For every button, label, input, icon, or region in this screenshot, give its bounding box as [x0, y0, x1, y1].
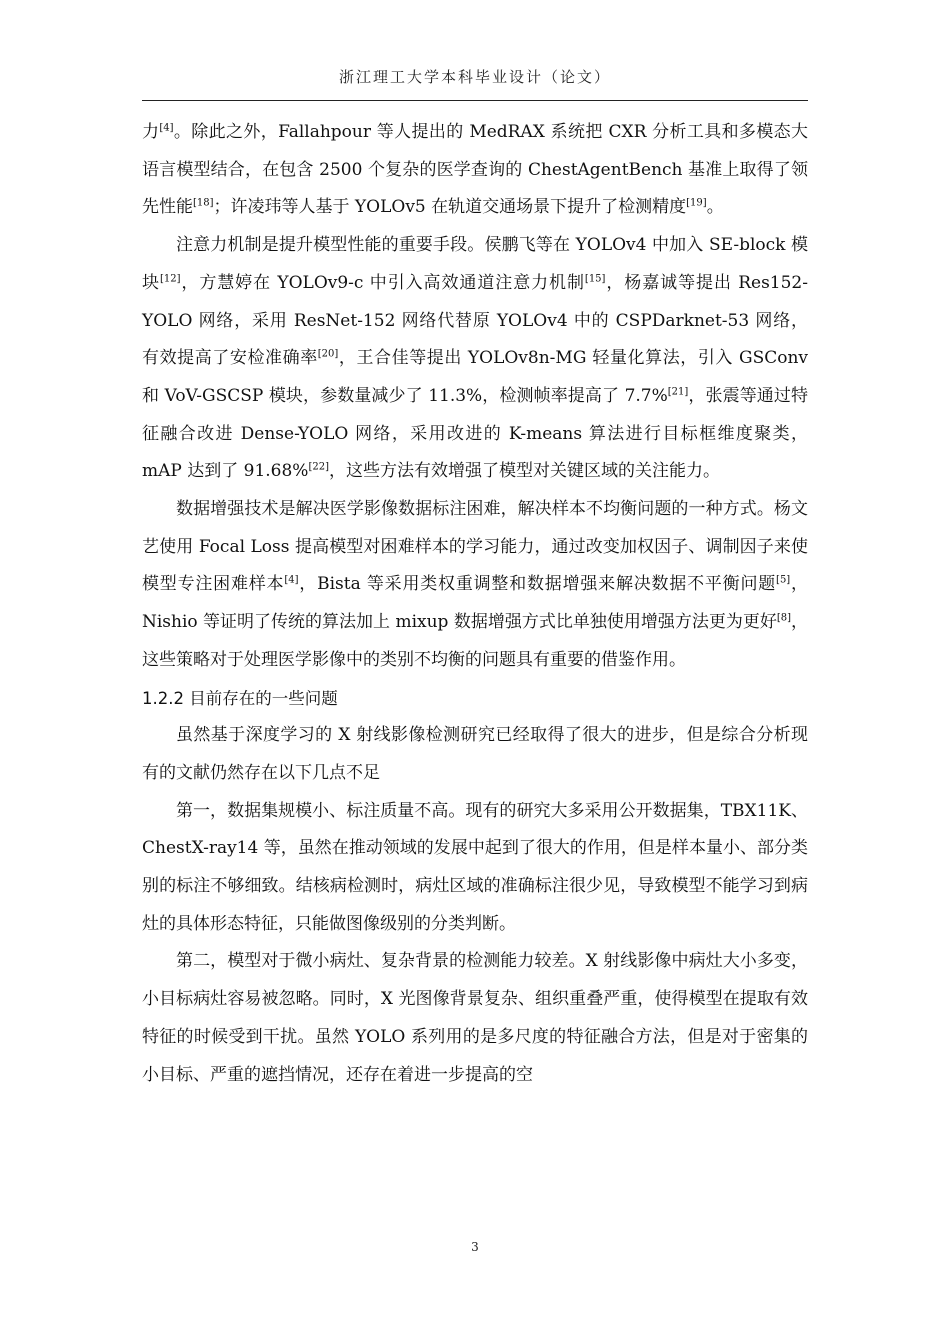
- citation-ref: [18]: [193, 197, 214, 209]
- citation-ref: [8]: [776, 612, 792, 624]
- paragraph: [142, 793, 808, 944]
- citation-ref: [21]: [667, 386, 689, 398]
- text-run: 第二，模型对于微小病灶、复杂背景的检测能力较差。X 射线影像中病灶大小多变，小目标病灶容易被忽略。同时，X 光图像背景复杂、组织重叠严重，使得模型在提取有效特征的时候受到干扰。虽然 YOLO 系列用的是多尺度的特征融合方法，但是对于密集的小目标、严重的遮挡情况，还存在着进一步提高的空: [142, 951, 808, 1085]
- text-run: 数据增强技术是解决医学影像数据标注困难，解决样本不均衡问题的一种方式。杨文艺使用 Focal Loss 提高模型对困难样本的学习能力，通过改变加权因子、调制因子来使模型专注困难样本: [142, 499, 808, 595]
- text-run: ，张震等通过特征融合改进 Dense-YOLO 网络，采用改进的 K-means 算法进行目标框维度聚类，mAP 达到了 91.68%: [142, 385, 808, 482]
- body-text: [142, 114, 808, 1094]
- text-run: 力: [142, 122, 160, 142]
- text-run: 。除此之外，Fallahpour 等人提出的 MedRAX 系统把 CXR 分析工具和多模态大语言模型结合，在包含 2500 个复杂的医学查询的 ChestAgentBench 基准上取得了领先性能: [142, 122, 809, 218]
- citation-ref: [12]: [159, 273, 181, 285]
- citation-ref: [15]: [584, 273, 606, 285]
- citation-ref: [19]: [686, 197, 707, 209]
- page-number: 3: [471, 1240, 479, 1254]
- text-run: ，Nishio 等证明了传统的算法加上 mixup 数据增强方式比单独使用增强方法更为更好: [142, 574, 809, 633]
- text-run: ，这些策略对于处理医学影像中的类别不均衡的问题具有重要的借鉴作用。: [142, 612, 809, 670]
- text-run: ，方慧婷在 YOLOv9-c 中引入高效通道注意力机制: [180, 272, 585, 293]
- text-run: 1.2.2 目前存在的一些问题: [142, 688, 338, 708]
- citation-ref: [5]: [776, 574, 791, 586]
- text-run: ，杨嘉诚等提出 Res152-YOLO 网络，采用 ResNet-152 网络代替原 YOLOv4 中的 CSPDarknet-53 网络，有效提高了安检准确率: [142, 272, 808, 369]
- text-run: 。: [706, 197, 724, 218]
- text-run: ；许凌玮等人基于 YOLOv5 在轨道交通场景下提升了检测精度: [213, 197, 687, 218]
- text-run: 注意力机制是提升模型性能的重要手段。侯鹏飞等在 YOLOv4 中加入 SE-block 模块: [142, 235, 808, 293]
- citation-ref: [4]: [159, 122, 174, 134]
- paragraph: [142, 717, 808, 792]
- page-header: 浙江理工大学本科毕业设计（论文）: [338, 68, 611, 86]
- text-run: 第一，数据集规模小、标注质量不高。现有的研究大多采用公开数据集，TBX11K、ChestX-ray14 等，虽然在推动领域的发展中起到了很大的作用，但是样本量小、部分类别的标注不够细致。结核病检测时，病灶区域的准确标注很少见，导致模型不能学习到病灶的具体形态特征，只能做图像级别的分类判断。: [142, 800, 808, 934]
- section-heading: [142, 680, 808, 718]
- text-run: 虽然基于深度学习的 X 射线影像检测研究已经取得了很大的进步，但是综合分析现有的文献仍然存在以下几点不足: [142, 725, 808, 783]
- text-run: ，王合佳等提出 YOLOv8n-MG 轻量化算法，引入 GSConv 和 VoV-GSCSP 模块，参数量减少了 11.3%，检测帧率提高了 7.7%: [142, 348, 809, 406]
- citation-ref: [22]: [308, 461, 329, 473]
- paragraph: [142, 114, 808, 227]
- text-run: ，这些方法有效增强了模型对关键区域的关注能力。: [329, 461, 720, 482]
- citation-ref: [20]: [317, 348, 339, 360]
- paragraph: [142, 227, 808, 491]
- paragraph: [142, 491, 808, 680]
- header-rule: [142, 100, 808, 101]
- text-run: ，Bista 等采用类权重调整和数据增强来解决数据不平衡问题: [298, 574, 777, 595]
- paragraph: [142, 943, 808, 1094]
- citation-ref: [4]: [284, 574, 299, 586]
